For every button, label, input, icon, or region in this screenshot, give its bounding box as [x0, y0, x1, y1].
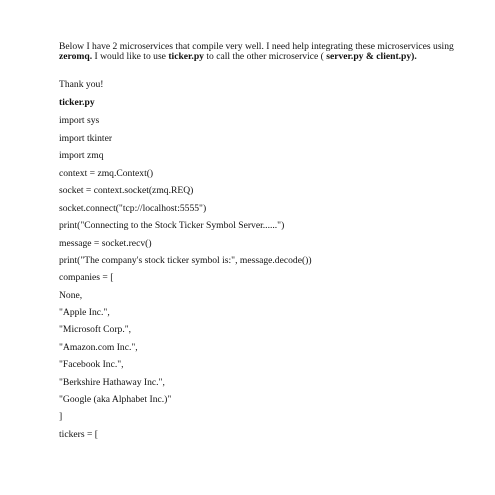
code-line: print("The company's stock ticker symbol is:", message.decode()): [59, 255, 312, 266]
code-line: context = zmq.Context(): [59, 168, 154, 179]
code-line: socket = context.socket(zmq.REQ): [59, 185, 194, 196]
code-line: import tkinter: [59, 133, 113, 144]
code-line: "Apple Inc.",: [59, 307, 110, 318]
filename-heading: ticker.py: [59, 97, 95, 108]
intro-text-2: I would like to use: [92, 51, 169, 62]
client-filename-inline: client.py).: [376, 51, 417, 62]
code-line: "Facebook Inc.",: [59, 359, 124, 370]
intro-text-3: to call the other microservice (: [203, 51, 327, 62]
code-line: print("Connecting to the Stock Ticker Symbol Server......"): [59, 220, 285, 231]
code-line: "Amazon.com Inc.",: [59, 342, 138, 353]
code-line: companies = [: [59, 272, 114, 283]
intro-paragraph: [59, 42, 459, 62]
code-line: None,: [59, 290, 83, 301]
zeromq-text: zeromq.: [59, 51, 93, 62]
code-line: socket.connect("tcp://localhost:5555"): [59, 203, 207, 214]
code-line: import sys: [59, 115, 100, 126]
intro-text-1: Below I have 2 microservices that compile very well. I need help integrating these microservices using: [59, 41, 454, 52]
code-line: tickers = [: [59, 429, 98, 440]
ticker-filename-inline: ticker.py: [168, 51, 204, 62]
code-line: "Google (aka Alphabet Inc.)": [59, 394, 172, 405]
code-line: "Berkshire Hathaway Inc.",: [59, 377, 165, 388]
server-filename-inline: server.py &: [326, 51, 374, 62]
code-line: message = socket.recv(): [59, 238, 152, 249]
thanks-line: Thank you!: [59, 79, 104, 90]
code-line: import zmq: [59, 150, 104, 161]
code-line: ]: [59, 411, 63, 422]
code-line: "Microsoft Corp.",: [59, 324, 132, 335]
